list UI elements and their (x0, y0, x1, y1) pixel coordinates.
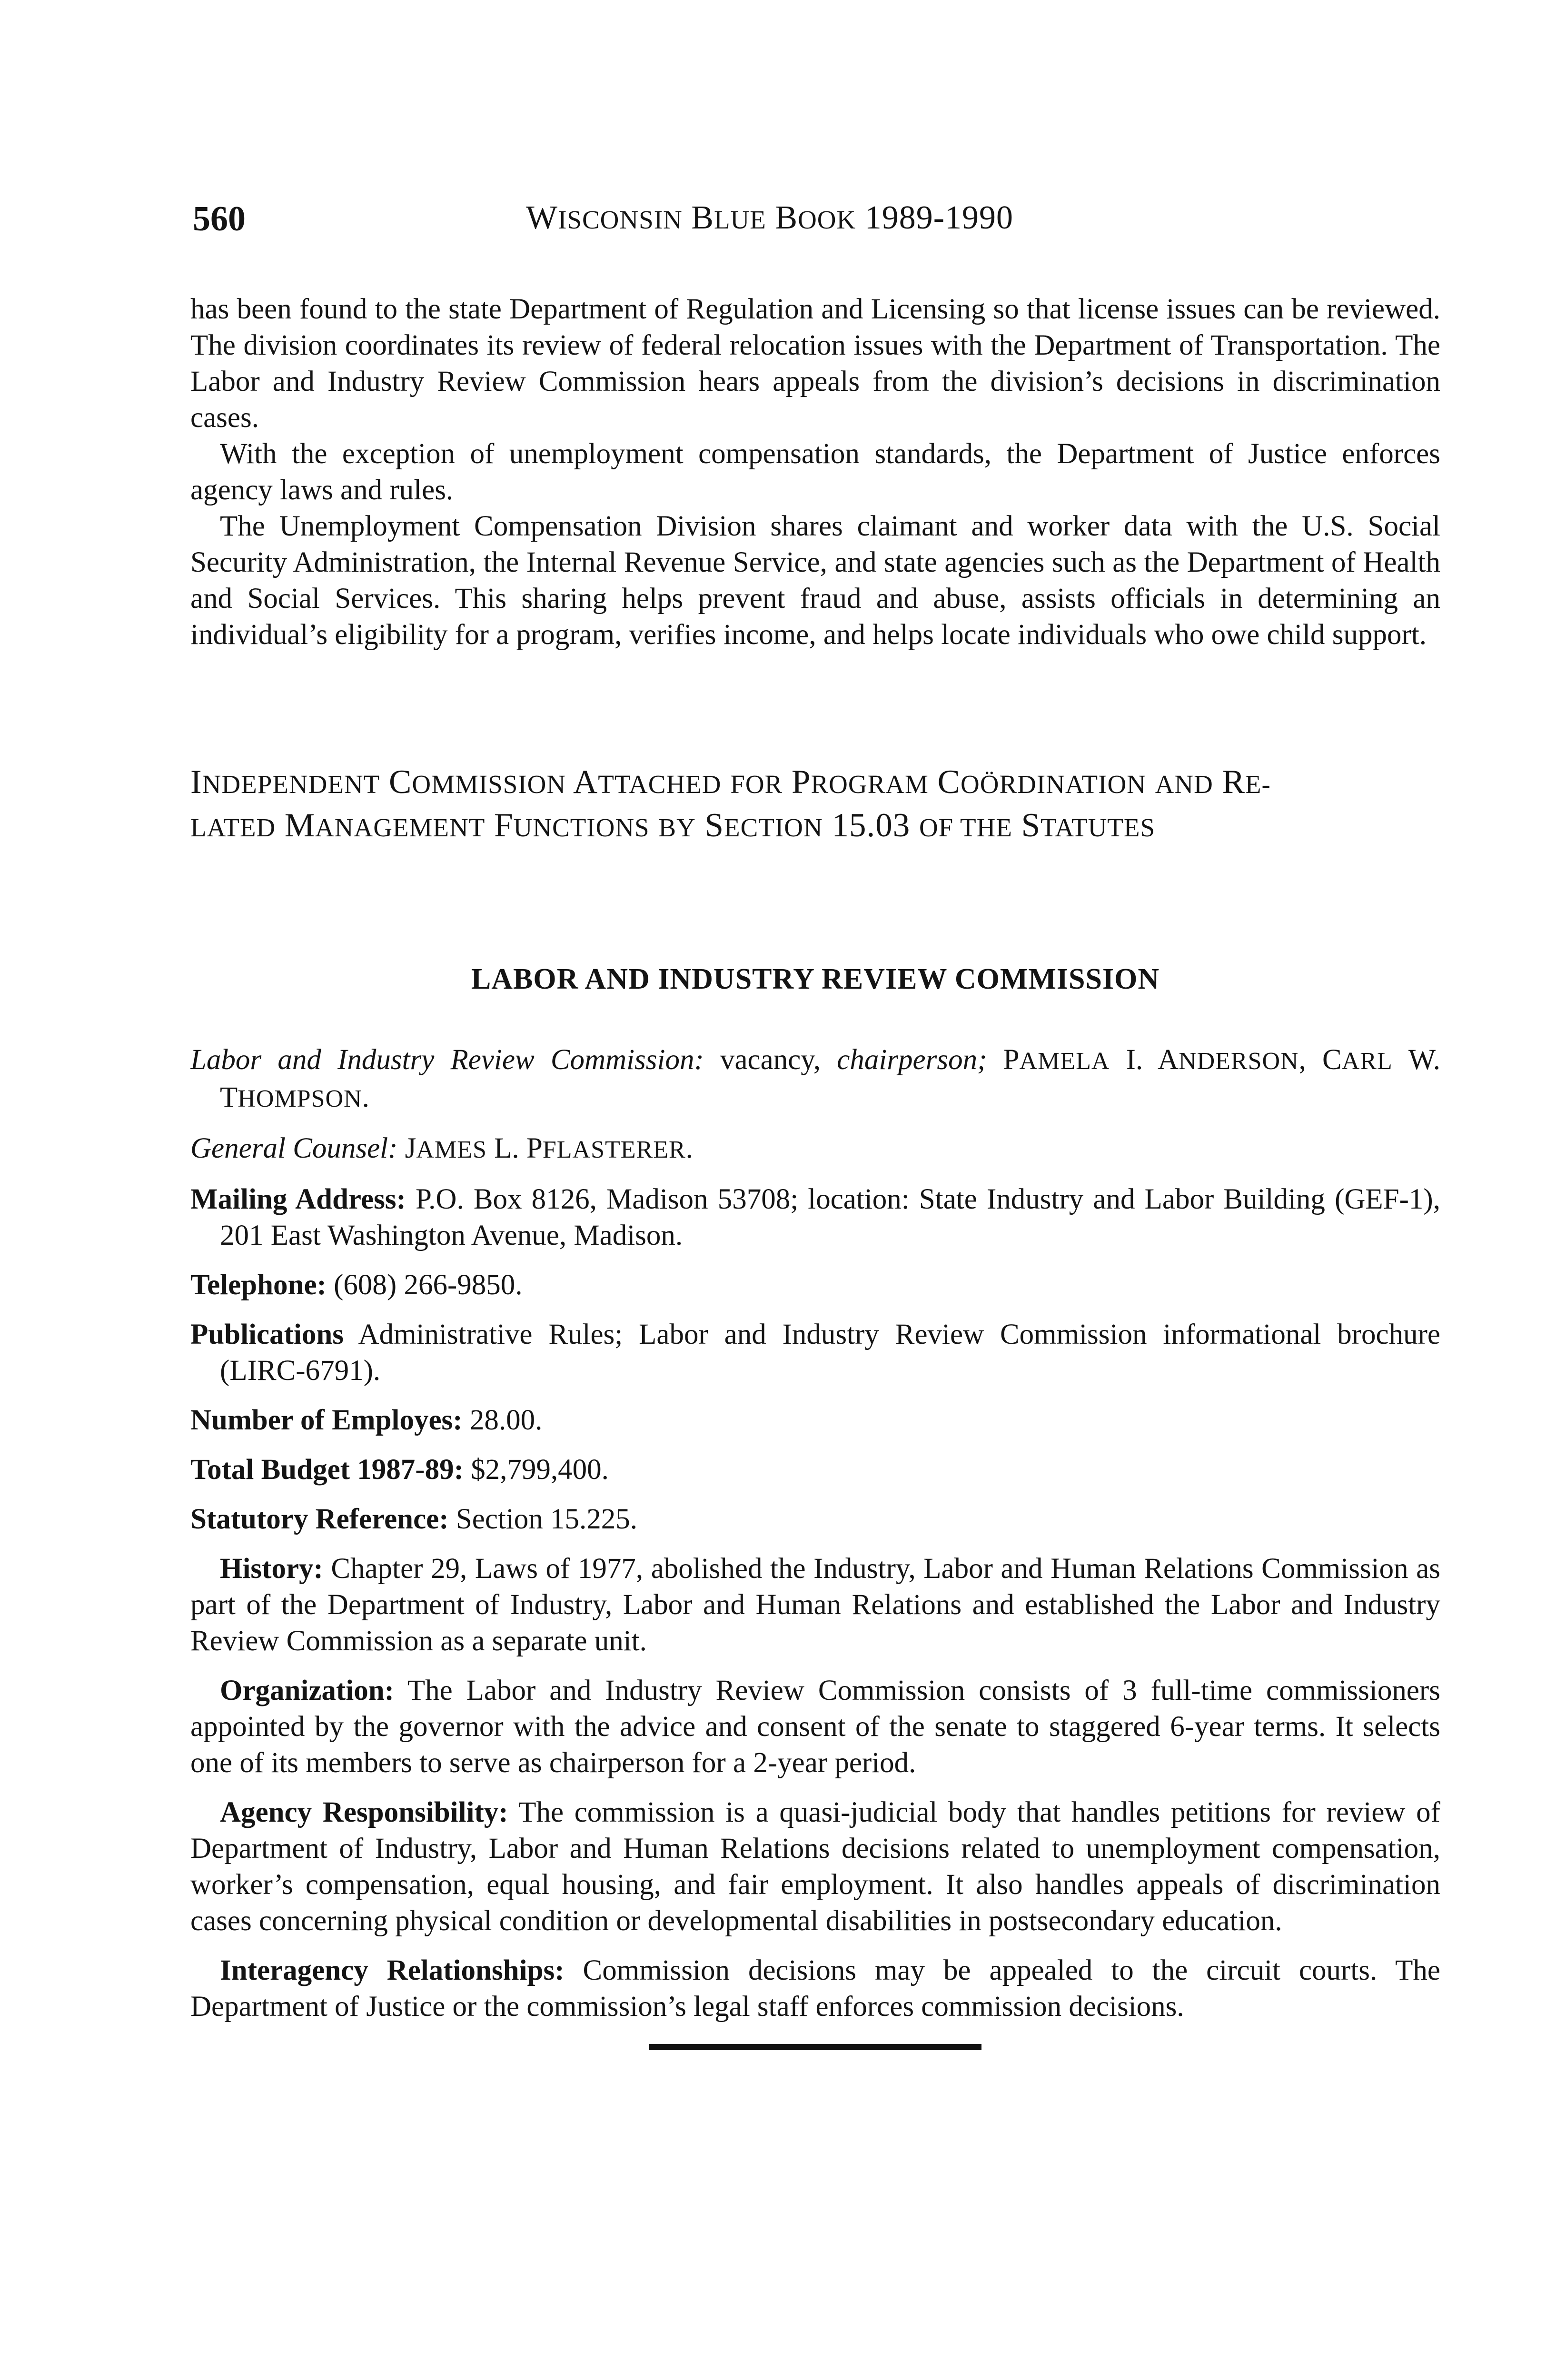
publications: Publications Administrative Rules; Labor and Industry Review Commission informational brochure (LIRC-6791). (190, 1319, 1440, 1387)
running-title: WISCONSIN BLUE BOOK 1989-1990 (526, 199, 1014, 236)
agency-details (190, 1042, 1440, 2025)
general-counsel: General Counsel: JAMES L. PFLASTERER. (190, 1132, 693, 1164)
page-body (190, 291, 1440, 2050)
section-end-rule (649, 2044, 981, 2050)
intro-text (190, 291, 1440, 653)
interagency-relationships-paragraph: Interagency Relationships: Commission decisions may be appealed to the circuit courts. The Department of Justice or the commission’s legal staff enforces commission decisions. (190, 1954, 1441, 2023)
page-header (193, 199, 1440, 242)
intro-paragraph: The Unemployment Compensation Division shares claimant and worker data with the U.S. Social Security Administration, the Internal Revenue Service, and state agencies such as the Department of Health and Social Services. This sharing helps prevent fraud and abuse, assists officials in determining an individual’s eligibility for a program, verifies income, and helps locate individuals who owe child support. (190, 510, 1440, 651)
statutory-reference: Statutory Reference: Section 15.225. (190, 1503, 638, 1535)
telephone: Telephone: (608) 266-9850. (190, 1269, 523, 1301)
intro-paragraph: With the exception of unemployment compensation standards, the Department of Justice enforces agency laws and rules. (190, 438, 1440, 506)
number-of-employes: Number of Employes: 28.00. (190, 1404, 543, 1436)
total-budget: Total Budget 1987-89: $2,799,400. (190, 1454, 609, 1486)
page-number: 560 (193, 199, 246, 238)
running-title-years: 1989-1990 (864, 199, 1014, 236)
section-heading: INDEPENDENT COMMISSION ATTACHED FOR PROGRAM COÖRDINATION AND RE- LATED MANAGEMENT FUNCTIONS BY SECTION 15.03 OF THE STATUTES (190, 764, 1271, 844)
agency-responsibility-paragraph: Agency Responsibility: The commission is a quasi-judicial body that handles petitions for review of Department of Industry, Labor and Human Relations decisions related to unemployment compensation, worker’s compensation, equal housing, and fair employment. It also handles appeals of discrimination cases concerning physical condition or developmental disabilities in postsecondary education. (190, 1796, 1440, 1937)
intro-paragraph: has been found to the state Department of Regulation and Licensing so that license issues can be reviewed. The division coordinates its review of federal relocation issues with the Department of Transportation. The Labor and Industry Review Commission hears appeals from the division’s decisions in discrimination cases. (190, 293, 1440, 434)
commission-members: Labor and Industry Review Commission: vacancy, chairperson; PAMELA I. ANDERSON, CARL W. THOMPSON. (190, 1044, 1441, 1113)
agency-title: LABOR AND INDUSTRY REVIEW COMMISSION (471, 963, 1160, 995)
mailing-address: Mailing Address: P.O. Box 8126, Madison 53708; location: State Industry and Labor Building (GEF-1), 201 East Washington Avenue, Madison. (190, 1183, 1440, 1251)
history-paragraph: History: Chapter 29, Laws of 1977, abolished the Industry, Labor and Human Relations Commission as part of the Department of Industry, Labor and Human Relations and established the Labor and Industry Review Commission as a separate unit. (190, 1553, 1440, 1657)
organization-paragraph: Organization: The Labor and Industry Review Commission consists of 3 full-time commissioners appointed by the governor with the advice and consent of the senate to staggered 6-year terms. It selects one of its members to serve as chairperson for a 2-year period. (190, 1675, 1440, 1779)
